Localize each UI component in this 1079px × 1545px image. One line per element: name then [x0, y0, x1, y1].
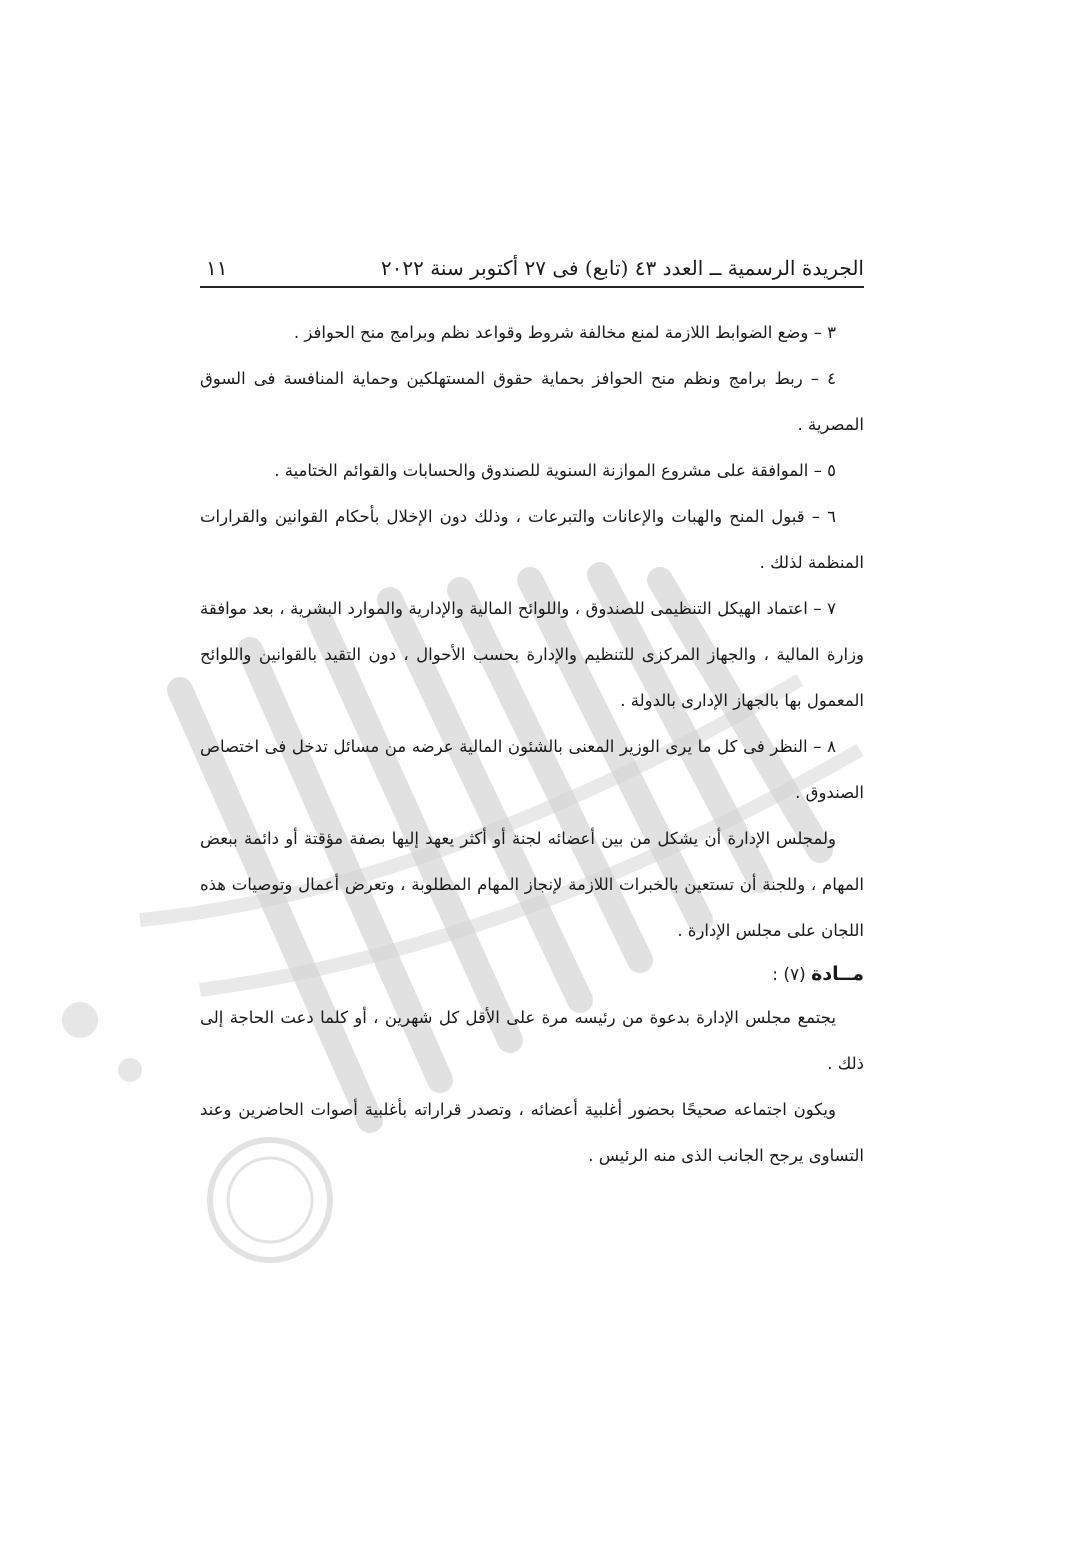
- page-header: [200, 240, 864, 288]
- list-item-6: ٦ – قبول المنح والهبات والإعانات والتبرعات ، وذلك دون الإخلال بأحكام القوانين والقرارات المنظمة لذلك .: [200, 507, 864, 572]
- list-item-5: ٥ – الموافقة على مشروع الموازنة السنوية للصندوق والحسابات والقوائم الختامية .: [274, 461, 836, 480]
- list-item-4: ٤ – ربط برامج ونظم منح الحوافز بحماية حقوق المستهلكين وحماية المنافسة فى السوق المصرية .: [200, 369, 864, 434]
- header-title: الجريدة الرسمية ــ العدد ٤٣ (تابع) فى ٢٧ أكتوبر سنة ٢٠٢٢: [380, 256, 864, 280]
- committee-paragraph: ولمجلس الإدارة أن يشكل من بين أعضائه لجنة أو أكثر يعهد إليها بصفة مؤقتة أو دائمة ببعض المهام ، وللجنة أن تستعين بالخبرات اللازمة لإنجاز المهام المطلوبة ، وتعرض أعمال وتوصيات هذه اللجان على مجلس الإدارة .: [200, 829, 864, 940]
- article-word: مــادة: [811, 963, 864, 985]
- list-item-8: ٨ – النظر فى كل ما يرى الوزير المعنى بالشئون المالية عرضه من مسائل تدخل فى اختصاص الصندوق .: [200, 737, 864, 802]
- article-heading: [200, 954, 864, 995]
- document-body: [200, 310, 864, 1179]
- page-number: ١١: [206, 256, 228, 280]
- article-number: (٧) :: [772, 965, 806, 985]
- article-paragraph-1: يجتمع مجلس الإدارة بدعوة من رئيسه مرة على الأقل كل شهرين ، أو كلما دعت الحاجة إلى ذلك .: [200, 1008, 864, 1073]
- list-item-7: ٧ – اعتماد الهيكل التنظيمى للصندوق ، واللوائح المالية والإدارية والموارد البشرية ، بعد موافقة وزارة المالية ، والجهاز المركزى للتنظيم والإدارة بحسب الأحوال ، دون التقيد بالقوانين واللوائح المعمول بها بالجهاز الإدارى بالدولة .: [200, 599, 864, 710]
- gazette-page: [200, 240, 864, 1179]
- article-paragraph-2: ويكون اجتماعه صحيحًا بحضور أغلبية أعضائه ، وتصدر قراراته بأغلبية أصوات الحاضرين وعند التساوى يرجح الجانب الذى منه الرئيس .: [200, 1100, 864, 1165]
- list-item-3: ٣ – وضع الضوابط اللازمة لمنع مخالفة شروط وقواعد نظم وبرامج منح الحوافز .: [293, 323, 836, 342]
